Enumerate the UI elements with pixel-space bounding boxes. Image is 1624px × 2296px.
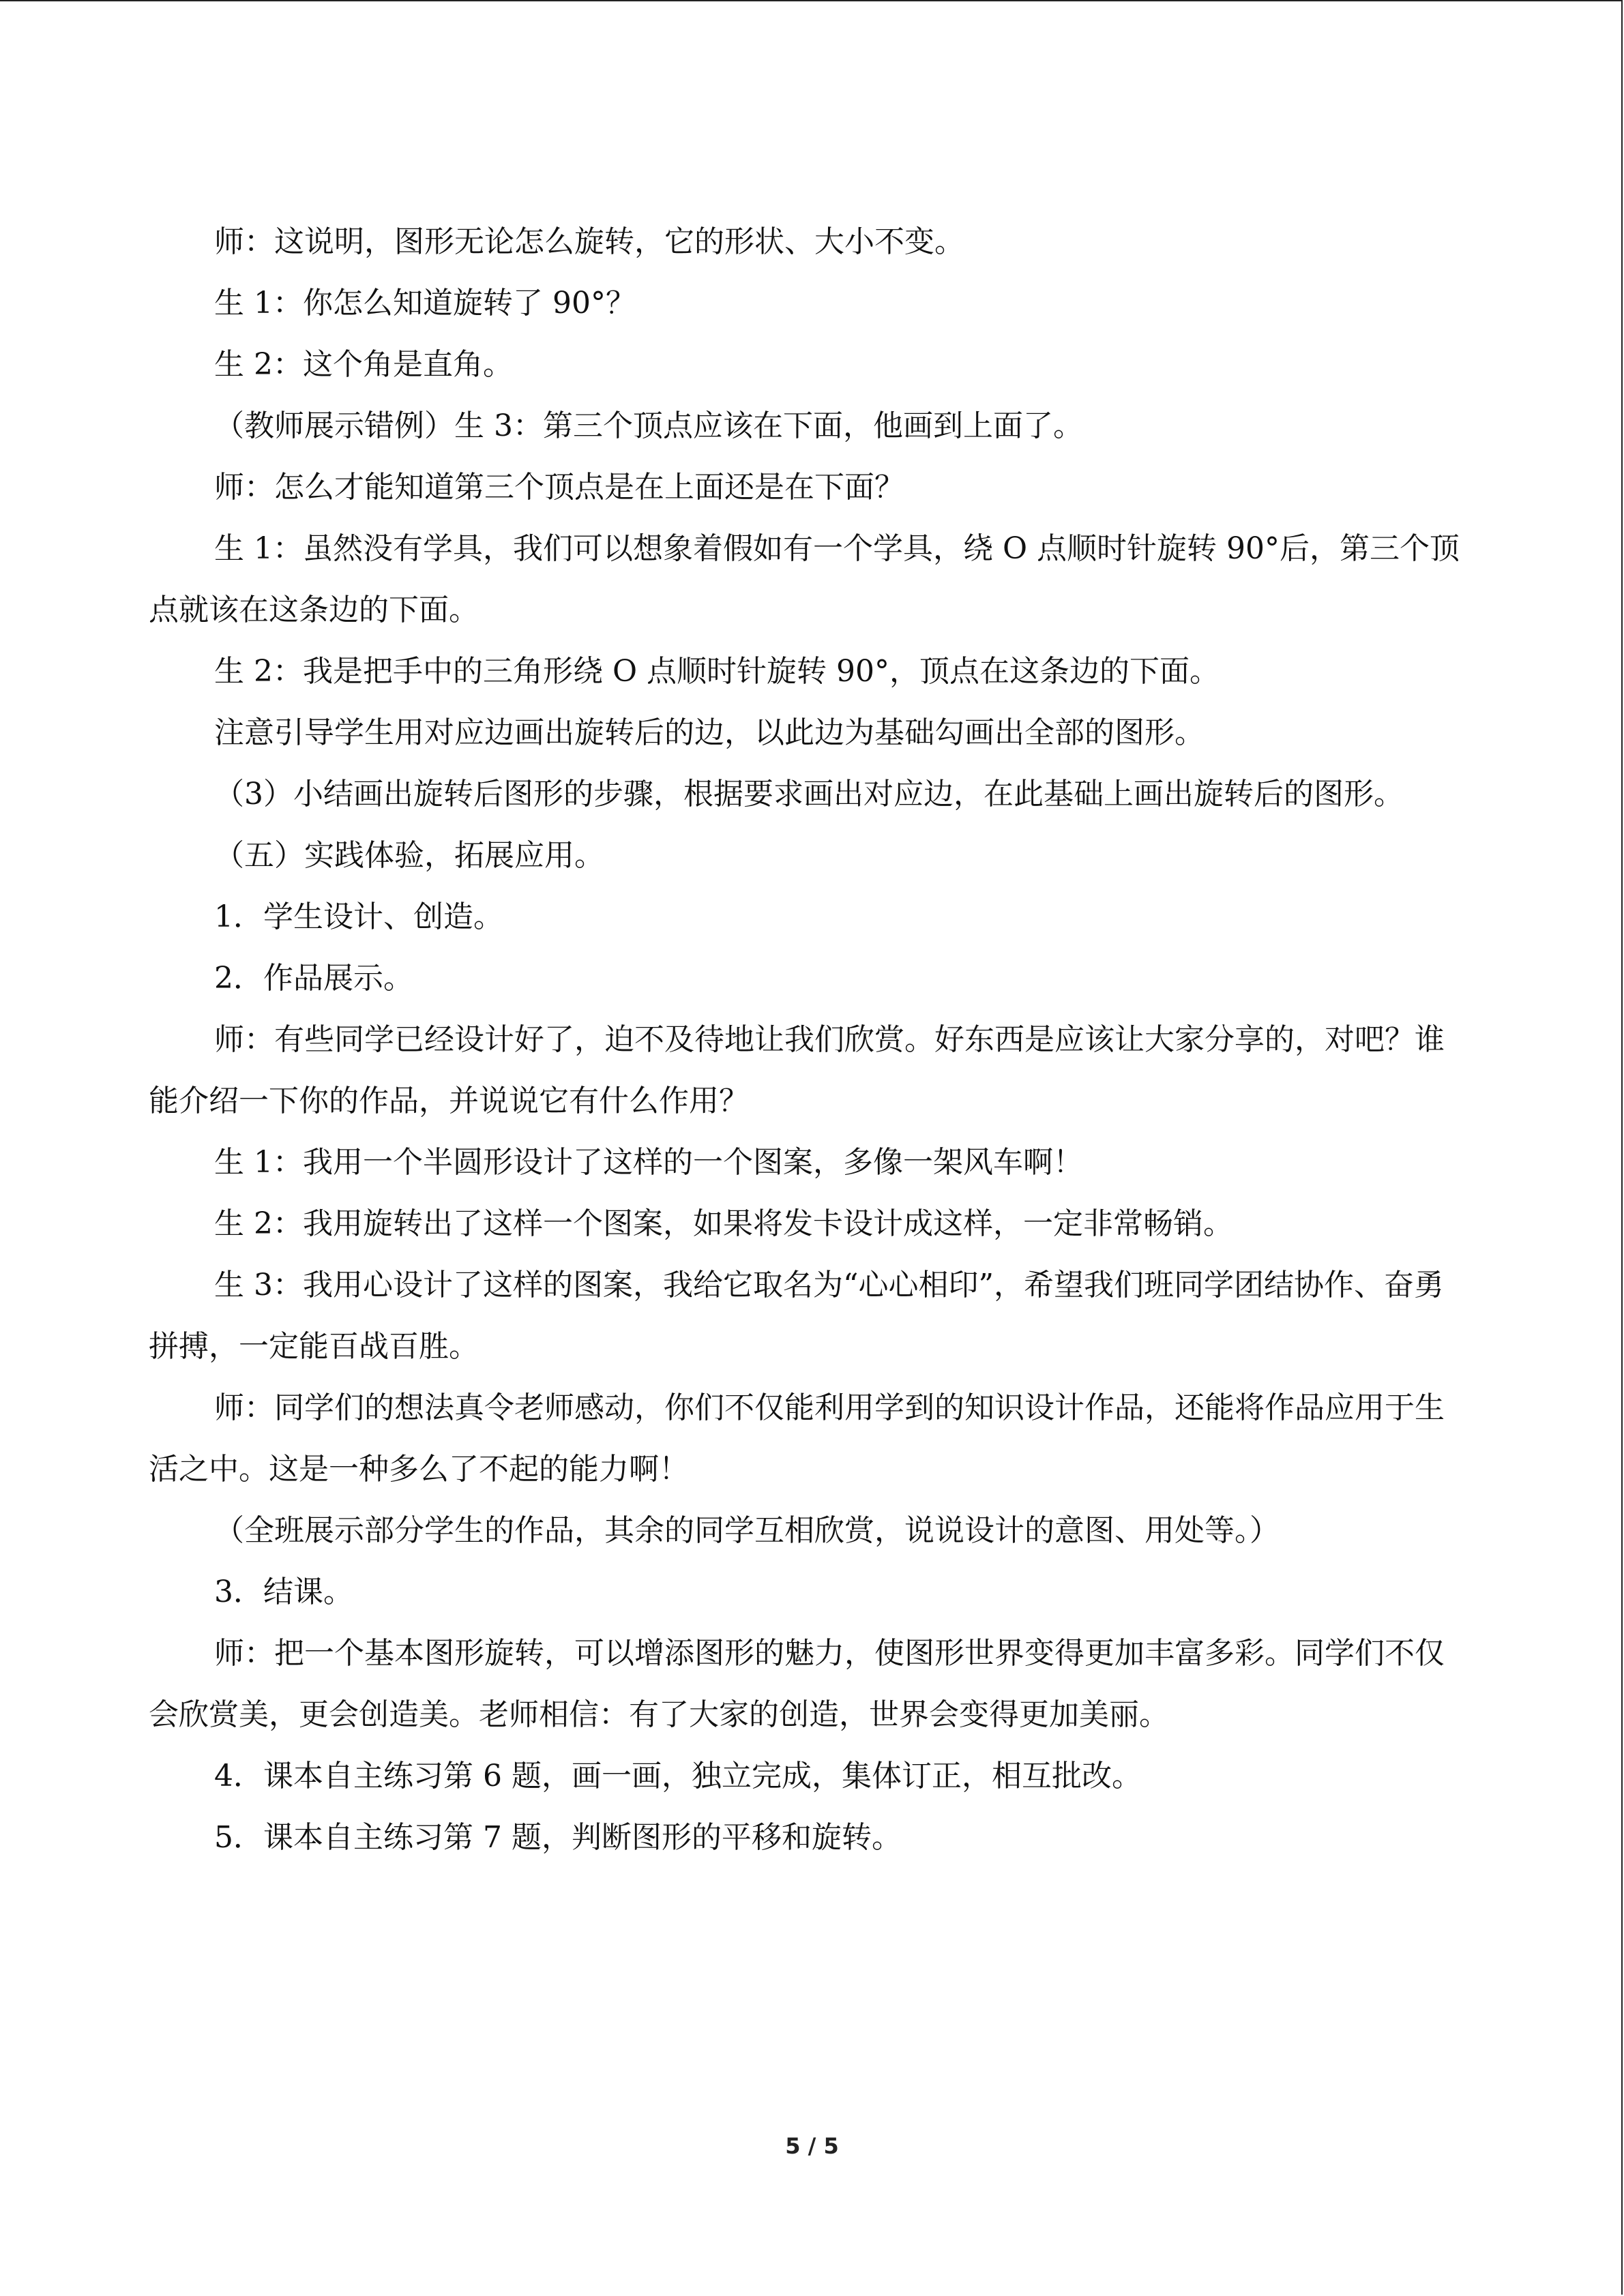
- paragraph: 生 1：我用一个半圆形设计了这样的一个图案，多像一架风车啊！: [214, 1145, 1083, 1180]
- list-item: 3．结课。: [214, 1575, 353, 1609]
- document-body: [149, 211, 1465, 1868]
- paragraph: 生 2：我用旋转出了这样一个图案，如果将发卡设计成这样，一定非常畅销。: [214, 1206, 1233, 1241]
- paragraph: 生 2：这个角是直角。: [214, 347, 513, 382]
- section-heading: （五）实践体验，拓展应用。: [214, 838, 604, 873]
- list-item: 5．课本自主练习第 7 题，判断图形的平移和旋转。: [214, 1820, 902, 1855]
- paragraph: （教师展示错例）生 3：第三个顶点应该在下面，他画到上面了。: [214, 408, 1083, 443]
- list-item: 2．作品展示。: [214, 961, 413, 996]
- paragraph: 师：把一个基本图形旋转，可以增添图形的魅力，使图形世界变得更加丰富多彩。同学们不仅会欣赏美，更会创造美。老师相信：有了大家的创造，世界会变得更加美丽。: [149, 1636, 1445, 1732]
- paragraph: 师：怎么才能知道第三个顶点是在上面还是在下面？: [214, 470, 904, 505]
- paragraph: 生 1：你怎么知道旋转了 90°？: [214, 286, 636, 320]
- page-number: 5 / 5: [785, 2133, 839, 2159]
- paragraph: （全班展示部分学生的作品，其余的同学互相欣赏，说说设计的意图、用处等。）: [214, 1513, 1280, 1548]
- paragraph: （3）小结画出旋转后图形的步骤，根据要求画出对应边，在此基础上画出旋转后的图形。: [214, 777, 1404, 811]
- list-item: 4．课本自主练习第 6 题，画一画，独立完成，集体订正，相互批改。: [214, 1759, 1142, 1793]
- list-item: 1．学生设计、创造。: [214, 899, 503, 934]
- paragraph: 师：有些同学已经设计好了，迫不及待地让我们欣赏。好东西是应该让大家分享的，对吧？谁能介绍一下你的作品，并说说它有什么作用？: [149, 1022, 1445, 1118]
- paragraph: 生 3：我用心设计了这样的图案，我给它取名为“心心相印”，希望我们班同学团结协作、奋勇拼搏，一定能百战百胜。: [149, 1268, 1444, 1364]
- paragraph: 生 1：虽然没有学具，我们可以想象着假如有一个学具，绕 O 点顺时针旋转 90°后，第三个顶点就该在这条边的下面。: [149, 531, 1460, 627]
- paragraph: 师：这说明，图形无论怎么旋转，它的形状、大小不变。: [214, 224, 964, 259]
- paragraph: 注意引导学生用对应边画出旋转后的边，以此边为基础勾画出全部的图形。: [214, 715, 1205, 750]
- paragraph: 生 2：我是把手中的三角形绕 O 点顺时针旋转 90°，顶点在这条边的下面。: [214, 654, 1220, 689]
- paragraph: 师：同学们的想法真令老师感动，你们不仅能利用学到的知识设计作品，还能将作品应用于生活之中。这是一种多么了不起的能力啊！: [149, 1390, 1445, 1487]
